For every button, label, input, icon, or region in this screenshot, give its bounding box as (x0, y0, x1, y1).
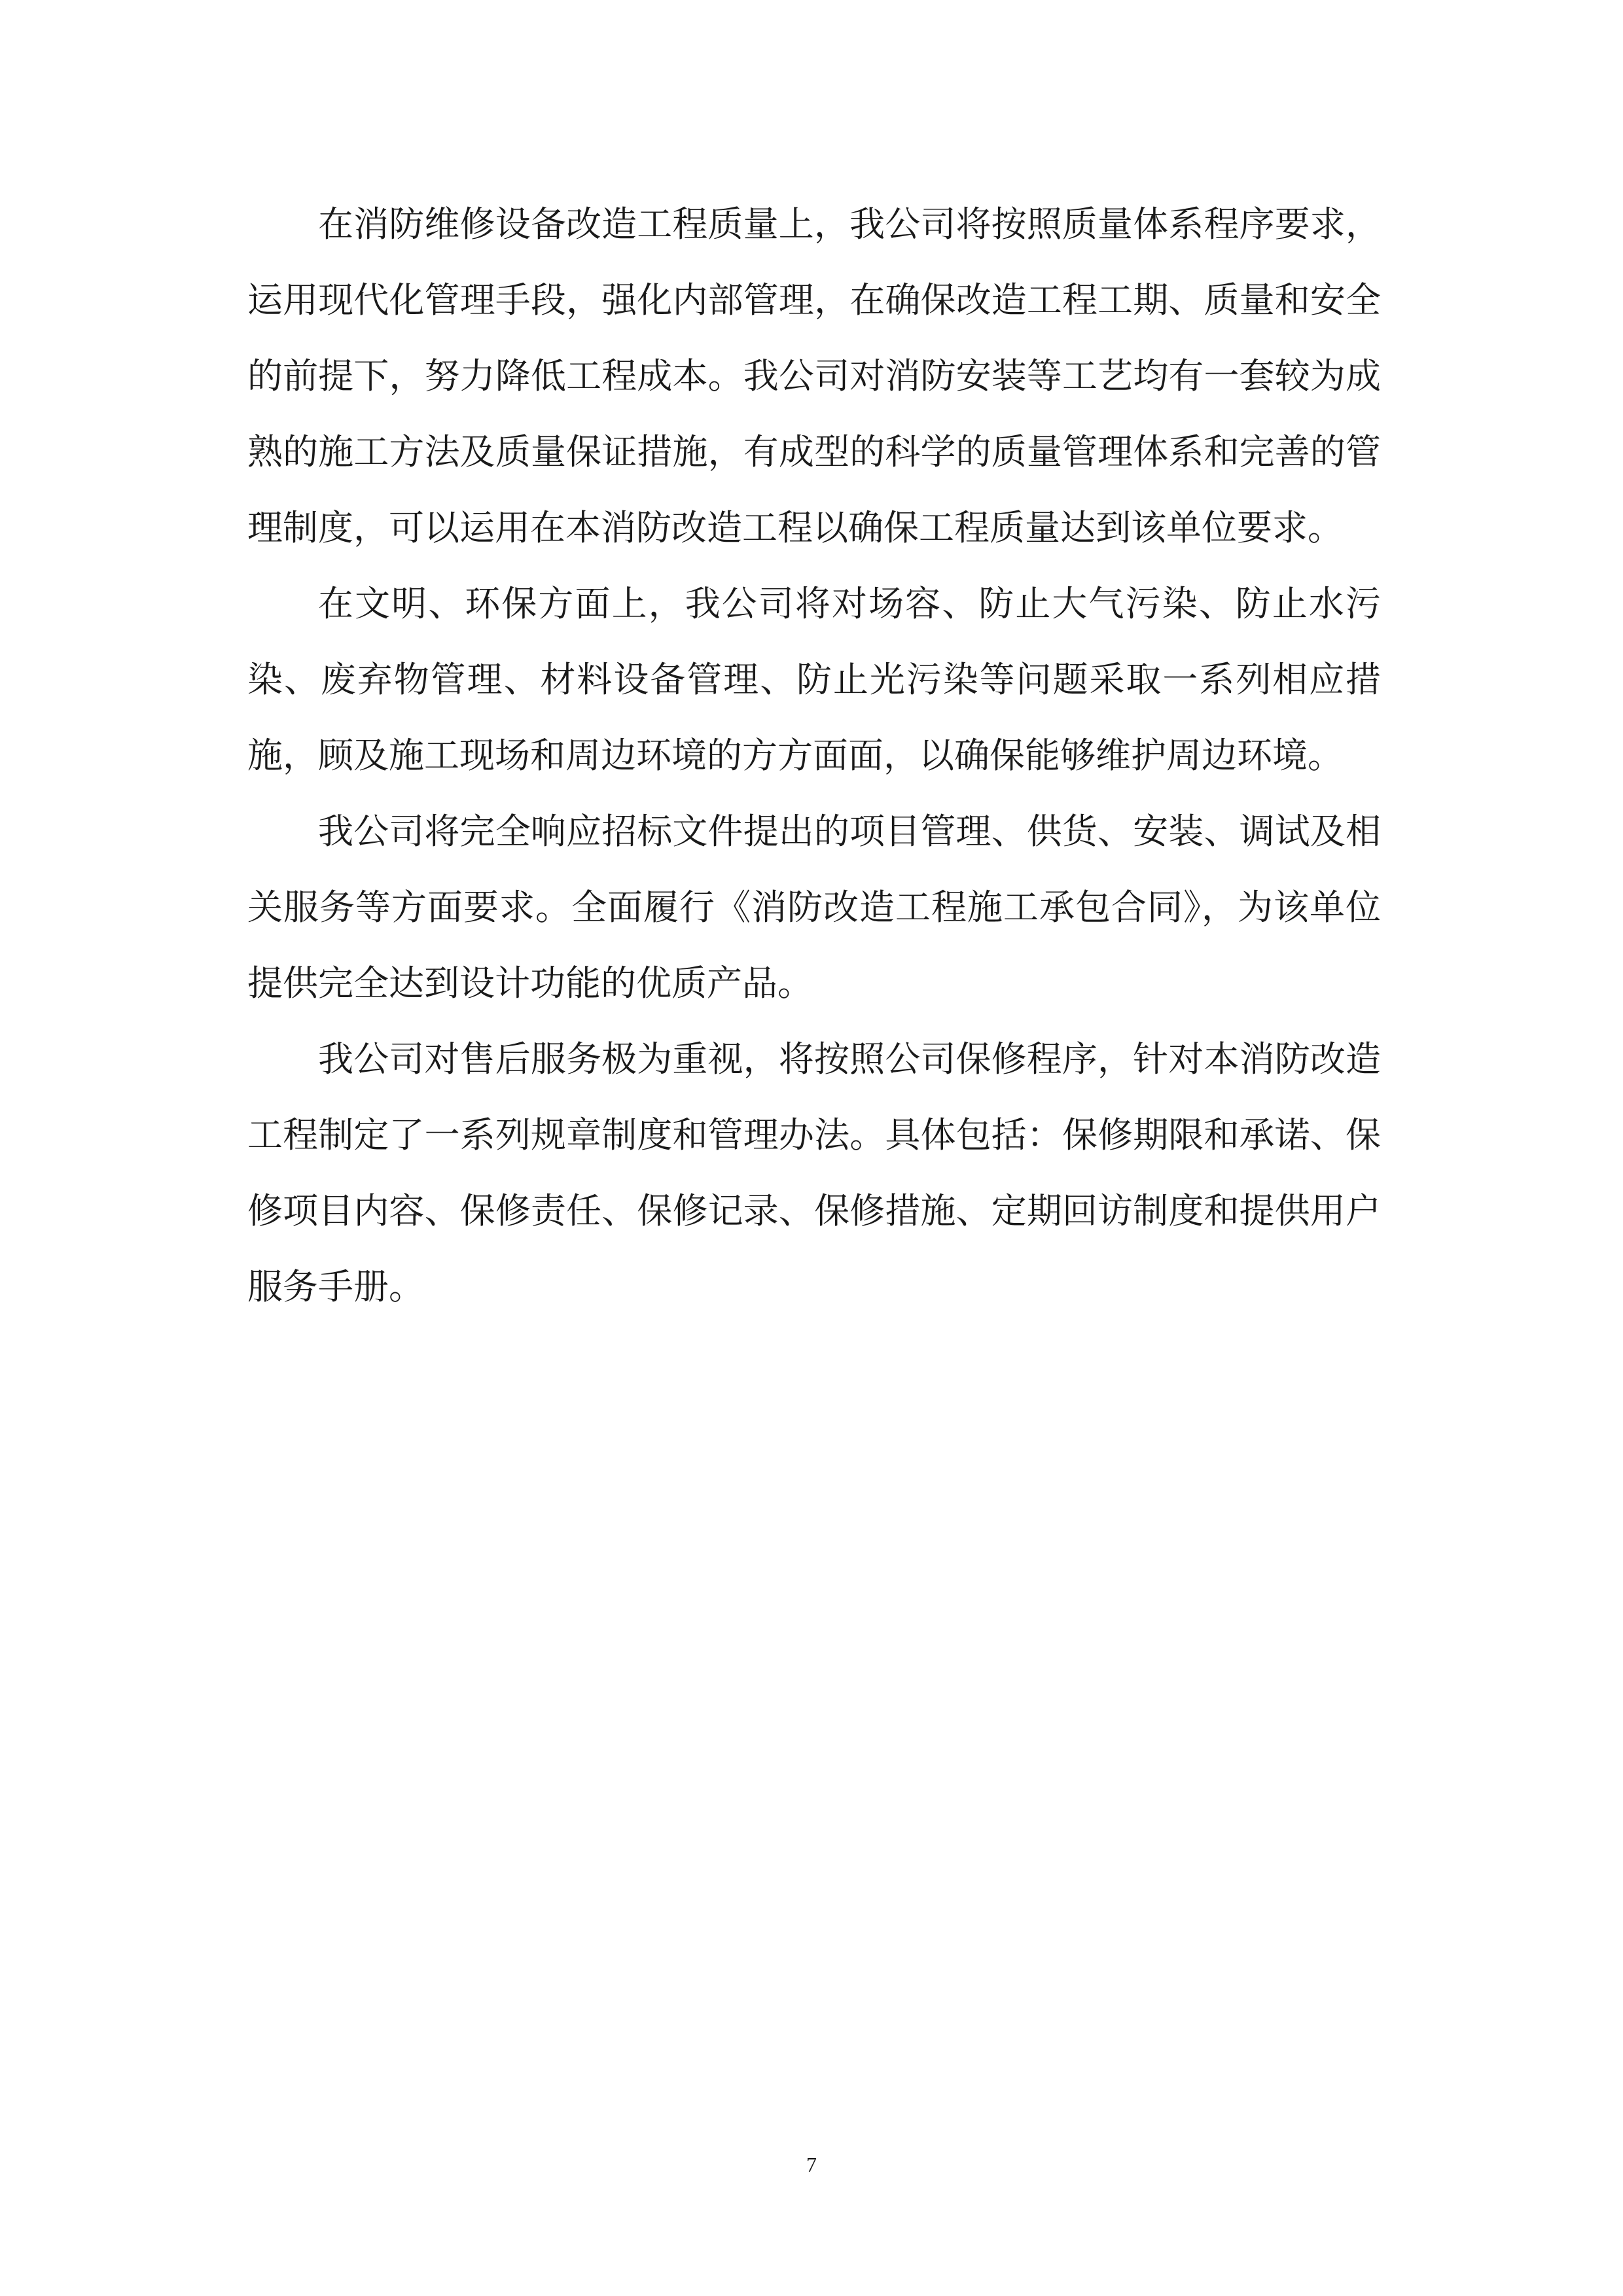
page-number: 7 (806, 2153, 817, 2176)
paragraph-environment: 在文明、环保方面上，我公司将对场容、防止大气污染、防止水污染、废弃物管理、材料设备管理、防止光污染等问题采取一系列相应措施，顾及施工现场和周边环境的方方面面，以确保能够维护周边环境。 (247, 583, 1381, 776)
document-body (247, 186, 1381, 1325)
paragraph-after-sales: 我公司对售后服务极为重视，将按照公司保修程序，针对本消防改造工程制定了一系列规章制度和管理办法。具体包括：保修期限和承诺、保修项目内容、保修责任、保修记录、保修措施、定期回访制度和提供用户服务手册。 (247, 1038, 1381, 1307)
paragraph-quality: 在消防维修设备改造工程质量上，我公司将按照质量体系程序要求，运用现代化管理手段，强化内部管理，在确保改造工程工期、质量和安全的前提下，努力降低工程成本。我公司对消防安装等工艺均有一套较为成熟的施工方法及质量保证措施，有成型的科学的质量管理体系和完善的管理制度，可以运用在本消防改造工程以确保工程质量达到该单位要求。 (247, 203, 1381, 548)
paragraph-contract: 我公司将完全响应招标文件提出的项目管理、供货、安装、调试及相关服务等方面要求。全面履行《消防改造工程施工承包合同》，为该单位提供完全达到设计功能的优质产品。 (247, 811, 1381, 1004)
